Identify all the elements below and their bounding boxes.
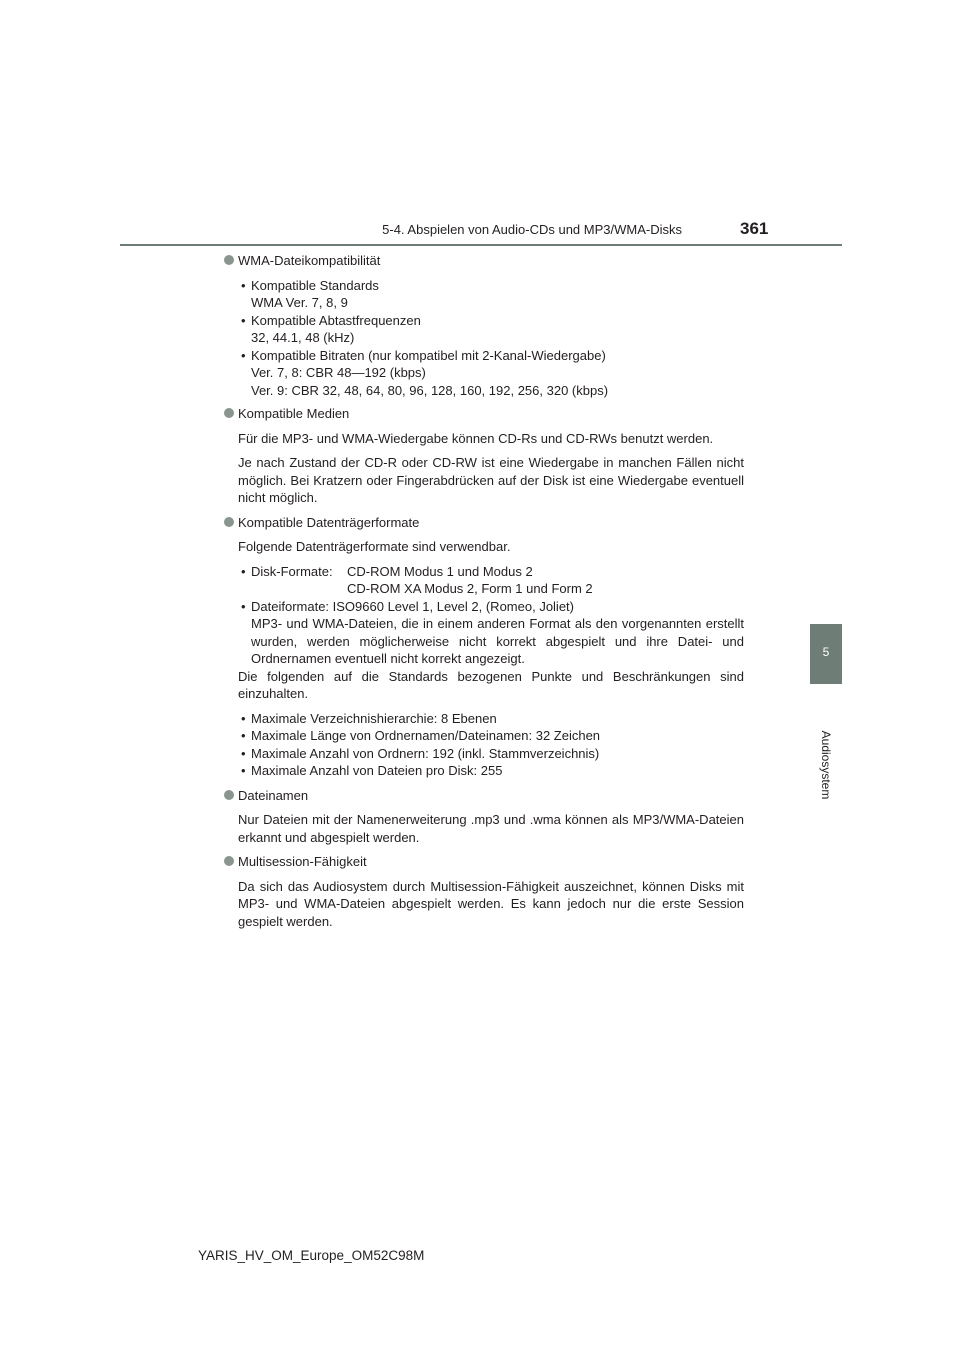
section-title: Kompatible Medien <box>238 405 744 423</box>
item-value: Ver. 9: CBR 32, 48, 64, 80, 96, 128, 160, 192, 256, 320 (kbps) <box>251 382 609 398</box>
paragraph: Die folgenden auf die Standards bezogenen Punkte und Beschränkungen sind einzuhalten. <box>238 668 744 701</box>
list-item: • Maximale Länge von Ordnernamen/Dateinamen: 32 Zeichen <box>238 727 744 745</box>
section-title: WMA-Dateikompatibilität <box>238 252 744 270</box>
list-item <box>238 563 744 598</box>
list-item: • Maximale Anzahl von Ordnern: 192 (inkl. Stammverzeichnis) <box>238 745 744 763</box>
paragraph: Folgende Datenträgerformate sind verwendbar. <box>238 539 511 554</box>
paragraph: Je nach Zustand der CD-R oder CD-RW ist eine Wiedergabe in manchen Fällen nicht möglich. Bei Kratzern oder Fingerabdrücken auf der Disk ist eine Wiedergabe eventuell nicht möglich. <box>238 455 744 505</box>
item-label: • Kompatible Standards <box>251 277 379 293</box>
list-item <box>238 347 744 400</box>
section-wma <box>224 252 744 399</box>
section-title: Kompatible Datenträgerformate <box>238 514 744 532</box>
paragraph: Da sich das Audiosystem durch Multisession-Fähigkeit auszeichnet, können Disks mit MP3- und WMA-Dateien abgespielt werden. Es kann jedoch nur die erste Session gespielt werden. <box>238 878 744 929</box>
paragraph: Für die MP3- und WMA-Wiedergabe können CD-Rs und CD-RWs benutzt werden. <box>238 430 714 446</box>
chapter-tab <box>810 624 842 684</box>
item-value: WMA Ver. 7, 8, 9 <box>251 295 348 310</box>
item-label: • Kompatible Abtastfrequenzen <box>251 312 421 328</box>
chapter-tab-number: 5 <box>822 645 830 659</box>
section-title: Dateinamen <box>238 787 744 805</box>
item-label: • Kompatible Bitraten (nur kompatibel mit 2-Kanal-Wiedergabe) <box>251 347 606 363</box>
disk-format-value: CD-ROM Modus 1 und Modus 2 <box>347 563 533 579</box>
paragraph: Nur Dateien mit der Namenerweiterung .mp3 und .wma können als MP3/WMA-Dateien erkannt und abgespielt werden. <box>238 812 744 845</box>
page-number: 361 <box>740 219 769 238</box>
page-content <box>224 252 744 937</box>
section-media <box>224 405 744 507</box>
list-item: • Maximale Anzahl von Dateien pro Disk: 255 <box>238 762 744 780</box>
chapter-tab-label: Audiosystem <box>819 730 833 800</box>
disk-format-key: • Disk-Formate: <box>251 563 333 579</box>
item-label: • Dateiformate: ISO9660 Level 1, Level 2, (Romeo, Joliet) <box>251 598 574 614</box>
item-note: MP3- und WMA-Dateien, die in einem anderen Format als den vorgenannten erstellt wurden, werden möglicherweise nicht korrekt abgespielt und ihre Datei- und Ordnernamen eventuell nicht korrekt angezeigt. <box>251 616 744 666</box>
disk-format-value: CD-ROM XA Modus 2, Form 1 und Form 2 <box>347 581 593 596</box>
list-item <box>238 598 744 668</box>
list-item <box>238 277 744 312</box>
list-item <box>238 312 744 347</box>
item-value: 32, 44.1, 48 (kHz) <box>251 330 355 345</box>
item-value: Ver. 7, 8: CBR 48—192 (kbps) <box>251 365 426 380</box>
document-code: YARIS_HV_OM_Europe_OM52C98M <box>198 1248 425 1263</box>
list-item: • Maximale Verzeichnishierarchie: 8 Ebenen <box>238 710 744 728</box>
header-rule <box>120 244 842 246</box>
section-title: Multisession-Fähigkeit <box>238 853 744 871</box>
section-filenames <box>224 787 744 847</box>
section-formats <box>224 514 744 780</box>
chapter-title: 5-4. Abspielen von Audio-CDs und MP3/WMA-Disks <box>382 222 682 237</box>
section-multisession <box>224 853 744 930</box>
limits-list <box>238 710 744 780</box>
